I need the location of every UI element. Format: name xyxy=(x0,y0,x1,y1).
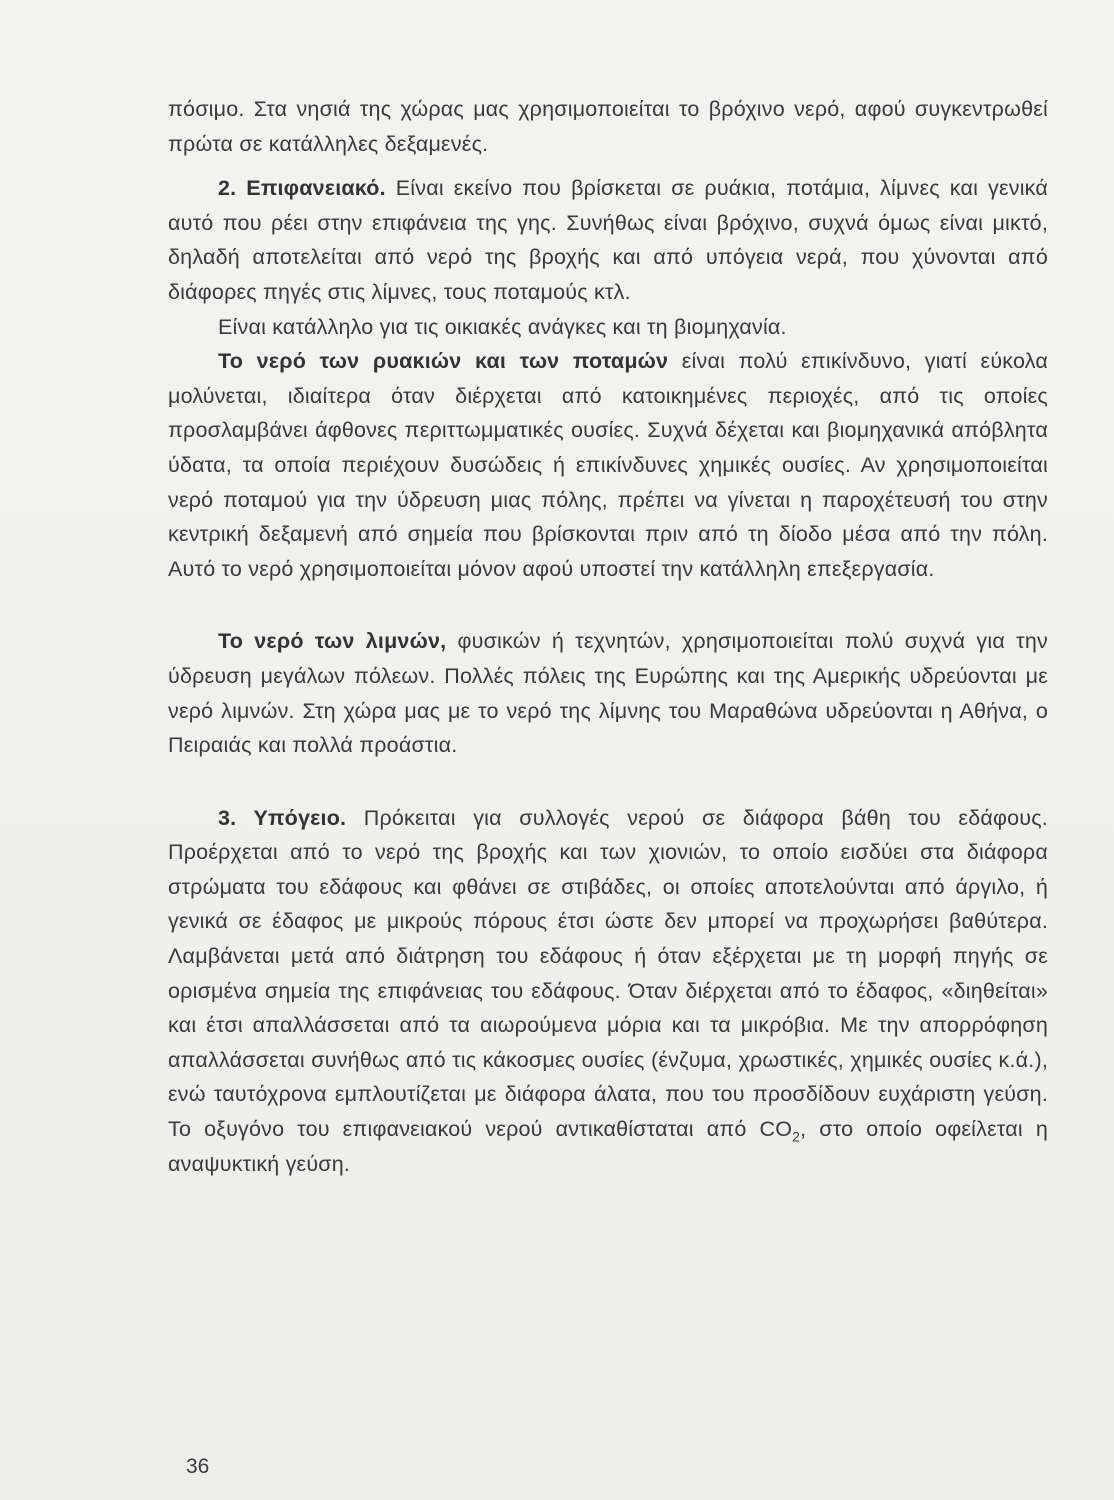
paragraph-surface-water xyxy=(168,171,1048,309)
groundwater-text-end: , στο οποίο οφείλεται η αναψυκτική γεύση. xyxy=(168,1117,1049,1176)
co2-subscript: 2 xyxy=(792,1128,801,1145)
paragraph-lakes xyxy=(168,624,1048,762)
heading-rivers: Το νερό των ρυακιών και των ποταμών xyxy=(218,349,669,374)
heading-groundwater: 3. Υπόγειο. xyxy=(218,805,347,830)
lakes-text: φυσικών ή τεχνητών, χρησιμοποιείται πολύ συχνά για την ύδρευση μεγάλων πόλεων. Πολλές πόλεις της Ευρώπης και της Αμερικής υδρεύονται με νερό λιμνών. Στη χώρα μας με το νερό της λίμνης του Μαραθώνα υδρεύονται η Αθήνα, ο Πειραιάς και πολλά προάστια. xyxy=(168,629,1048,758)
surface-water-text: Είναι εκείνο που βρίσκεται σε ρυάκια, ποτάμια, λίμνες και γενικά αυτό που ρέει στην επιφάνεια της γης. Συνήθως είναι βρόχινο, συχνά όμως είναι μικτό, δηλαδή αποτελείται από νερό της βροχής και από υπόγεια νερά, που χύνονται από διάφορες πηγές στις λίμνες, τους ποταμούς κτλ. xyxy=(168,176,1048,304)
paragraph-groundwater xyxy=(168,801,1048,1182)
groundwater-text: Πρόκειται για συλλογές νερού σε διάφορα βάθη του εδάφους. Προέρχεται από το νερό της βροχής και των χιονιών, το οποίο εισδύει στα διάφορα στρώματα του εδάφους και φθάνει σε στιβάδες, οι οποίες αποτελούνται από άργιλο, ή γενικά σε έδαφος με μικρούς πόρους έτσι ώστε δεν μπορεί να προχωρήσει βαθύτερα. Λαμβάνεται μετά από διάτρηση του εδάφους ή όταν εξέρχεται με τη μορφή πηγής σε ορισμένα σημεία της επιφάνειας του εδάφους. Όταν διέρχεται από το έδαφος, «διηθείται» και έτσι απαλλάσσεται από τα αιωρούμενα μόρια και τα μικρόβια. Με την απορρόφηση απαλλάσσεται συνήθως από τις κάκοσμες ουσίες (ένζυμα, χρωστικές, χημικές ουσίες κ.ά.), ενώ ταυτόχρονα εμπλουτίζεται με διάφορα άλατα, που του προσδίδουν ευχάριστη γεύση. Το οξυγόνο του επιφανειακού νερού αντικαθίσταται από CO xyxy=(168,805,1048,1142)
heading-surface-water: 2. Επιφανειακό. xyxy=(218,176,386,201)
body-text xyxy=(168,92,1048,1181)
page-number: 36 xyxy=(186,1455,210,1478)
paragraph-rivers xyxy=(168,344,1048,586)
paragraph-drinking-water: πόσιμο. Στα νησιά της χώρας μας χρησιμοποιείται το βρόχινο νερό, αφού συγκεντρωθεί πρώτα σε κατάλληλες δεξαμενές. xyxy=(168,97,1048,156)
paragraph-suitability: Είναι κατάλληλο για τις οικιακές ανάγκες και τη βιομηχανία. xyxy=(218,314,787,339)
rivers-text: είναι πολύ επικίνδυνο, γιατί εύκολα μολύνεται, ιδιαίτερα όταν διέρχεται από κατοικημένες περιοχές, από τις οποίες προσλαμβάνει άφθονες περιττωμματικές ουσίες. Συχνά δέχεται και βιομηχανικά απόβλητα ύδατα, τα οποία περιέχουν δυσώδεις ή επικίνδυνες χημικές ουσίες. Αν χρησιμοποιείται νερό ποταμού για την ύδρευση μιας πόλης, πρέπει να γίνεται η παροχέτευσή του στην κεντρική δεξαμενή από σημεία που βρίσκονται πριν από τη δίοδο μέσα από την πόλη. Αυτό το νερό χρησιμοποιείται μόνον αφού υποστεί την κατάλληλη επεξεργασία. xyxy=(168,349,1048,581)
heading-lakes: Το νερό των λιμνών, xyxy=(218,629,447,654)
